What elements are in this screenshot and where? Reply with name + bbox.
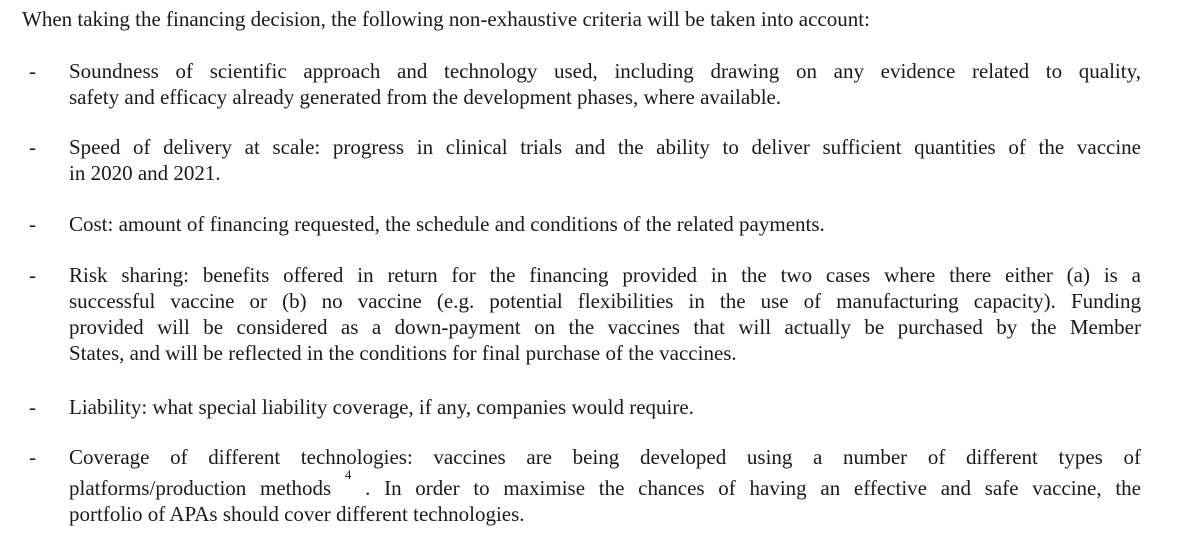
bullet-dash: -: [29, 135, 36, 159]
criterion-line: safety and efficacy already generated from the development phases, where available.: [69, 85, 782, 109]
criterion-text: [69, 211, 1141, 237]
criterion-line: portfolio of APAs should cover different technologies.: [69, 502, 525, 526]
bullet-dash: -: [29, 59, 36, 83]
criterion-line: Speed of delivery at scale: progress in clinical trials and the ability to deliver sufficient quantities of the vaccine: [69, 135, 1141, 159]
criterion-line-tail: . In order to maximise the chances of having an effective and safe vaccine, the: [365, 476, 1142, 500]
criterion-text: [69, 394, 1141, 420]
criterion-line: Cost: amount of financing requested, the schedule and conditions of the related payments.: [69, 212, 825, 236]
criterion-line: Coverage of different technologies: vaccines are being developed using a number of different types of: [69, 445, 1141, 469]
criterion-line: in 2020 and 2021.: [69, 161, 221, 185]
criterion-line: Risk sharing: benefits offered in return for the financing provided in the two cases where there either (a) is a: [69, 263, 1141, 287]
criterion-line: provided will be considered as a down-payment on the vaccines that will actually be purchased by the Member: [69, 315, 1141, 339]
bullet-dash: -: [29, 395, 36, 419]
footnote-marker: 4: [344, 467, 352, 482]
criterion-text: [69, 134, 1141, 186]
criterion-line: [69, 467, 1142, 501]
intro-paragraph: When taking the financing decision, the following non-exhaustive criteria will be taken into account:: [22, 7, 870, 31]
criterion-line: States, and will be reflected in the conditions for final purchase of the vaccines.: [69, 341, 737, 365]
criterion-text: [69, 444, 1141, 527]
criterion-line: successful vaccine or (b) no vaccine (e.g. potential flexibilities in the use of manufacturing capacity). Funding: [69, 289, 1141, 313]
bullet-dash: -: [29, 445, 36, 469]
bullet-dash: -: [29, 263, 36, 287]
criterion-line: Soundness of scientific approach and technology used, including drawing on any evidence related to quality,: [69, 59, 1141, 83]
criterion-line: Liability: what special liability coverage, if any, companies would require.: [69, 395, 694, 419]
criterion-line-head: platforms/production methods: [69, 476, 332, 500]
bullet-dash: -: [29, 212, 36, 236]
criterion-text: [69, 58, 1141, 110]
criterion-text: [69, 262, 1141, 366]
